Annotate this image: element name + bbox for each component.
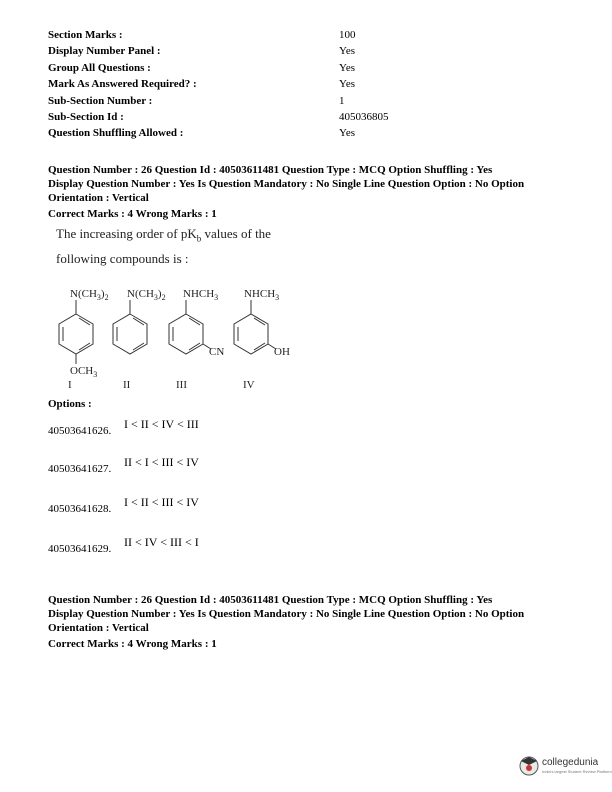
option-text: II < I < III < IV: [124, 455, 199, 469]
question-header-line: Orientation : Vertical: [48, 192, 149, 204]
meta-label: Group All Questions :: [48, 62, 151, 74]
substituent-label: $NHCH_3$: [244, 288, 280, 302]
substituent-label: $OCH_3$: [70, 365, 98, 379]
option-id: 40503641628.: [48, 503, 112, 515]
logo-tagline: India's largest Student Review Platform: [542, 769, 612, 774]
substituent-label: OH: [274, 346, 290, 358]
graduate-icon: [518, 754, 540, 776]
option-text: II < IV < III < I: [124, 535, 199, 549]
structure-numeral: II: [123, 379, 131, 391]
option-id: 40503641627.: [48, 463, 112, 475]
meta-value: 1: [339, 95, 345, 107]
chemical-structures-figure: [48, 282, 308, 392]
question-marks: Correct Marks : 4 Wrong Marks : 1: [48, 638, 217, 650]
question-header-line: Question Number : 26 Question Id : 40503611481 Question Type : MCQ Option Shuffling : Yes: [48, 594, 493, 606]
question-text: The increasing order of $pK_b$ values of the following compounds is :: [56, 226, 271, 266]
question-header-line: Question Number : 26 Question Id : 40503611481 Question Type : MCQ Option Shuffling : Yes: [48, 164, 493, 176]
substituent-label: CN: [209, 346, 225, 358]
benzene-ring-4: [234, 314, 268, 354]
logo-text: collegedunia: [542, 757, 599, 768]
question-header-line: Display Question Number : Yes Is Question Mandatory : No Single Line Question Option : No Option: [48, 178, 525, 190]
meta-value: Yes: [339, 62, 356, 74]
meta-label: Sub-Section Id :: [48, 111, 124, 123]
meta-label: Section Marks :: [48, 29, 123, 41]
option-text: I < II < IV < III: [124, 417, 199, 431]
option-id: 40503641629.: [48, 543, 112, 555]
option-id: 40503641626.: [48, 425, 112, 437]
benzene-ring-1: [59, 314, 93, 354]
meta-value: Yes: [339, 127, 356, 139]
meta-label: Mark As Answered Required? :: [48, 78, 197, 90]
benzene-ring-2: [113, 314, 147, 354]
question-header-line: Display Question Number : Yes Is Question Mandatory : No Single Line Question Option : No Option: [48, 608, 525, 620]
substituent-label: $NHCH_3$: [183, 288, 219, 302]
substituent-label: $N(CH_3)_2$: [127, 288, 166, 302]
benzene-ring-3: [169, 314, 203, 354]
meta-label: Sub-Section Number :: [48, 95, 153, 107]
structure-numeral: IV: [243, 379, 255, 391]
meta-value: 100: [339, 29, 356, 41]
meta-value: 405036805: [339, 111, 389, 123]
options-label: Options :: [48, 398, 92, 410]
meta-label: Display Number Panel :: [48, 45, 161, 57]
question-marks: Correct Marks : 4 Wrong Marks : 1: [48, 208, 217, 220]
structure-numeral: I: [68, 379, 72, 391]
question-header-line: Orientation : Vertical: [48, 622, 149, 634]
meta-label: Question Shuffling Allowed :: [48, 127, 184, 139]
meta-value: Yes: [339, 78, 356, 90]
structure-numeral: III: [176, 379, 187, 391]
substituent-label: $N(CH_3)_2$: [70, 288, 109, 302]
option-text: I < II < III < IV: [124, 495, 199, 509]
meta-value: Yes: [339, 45, 356, 57]
